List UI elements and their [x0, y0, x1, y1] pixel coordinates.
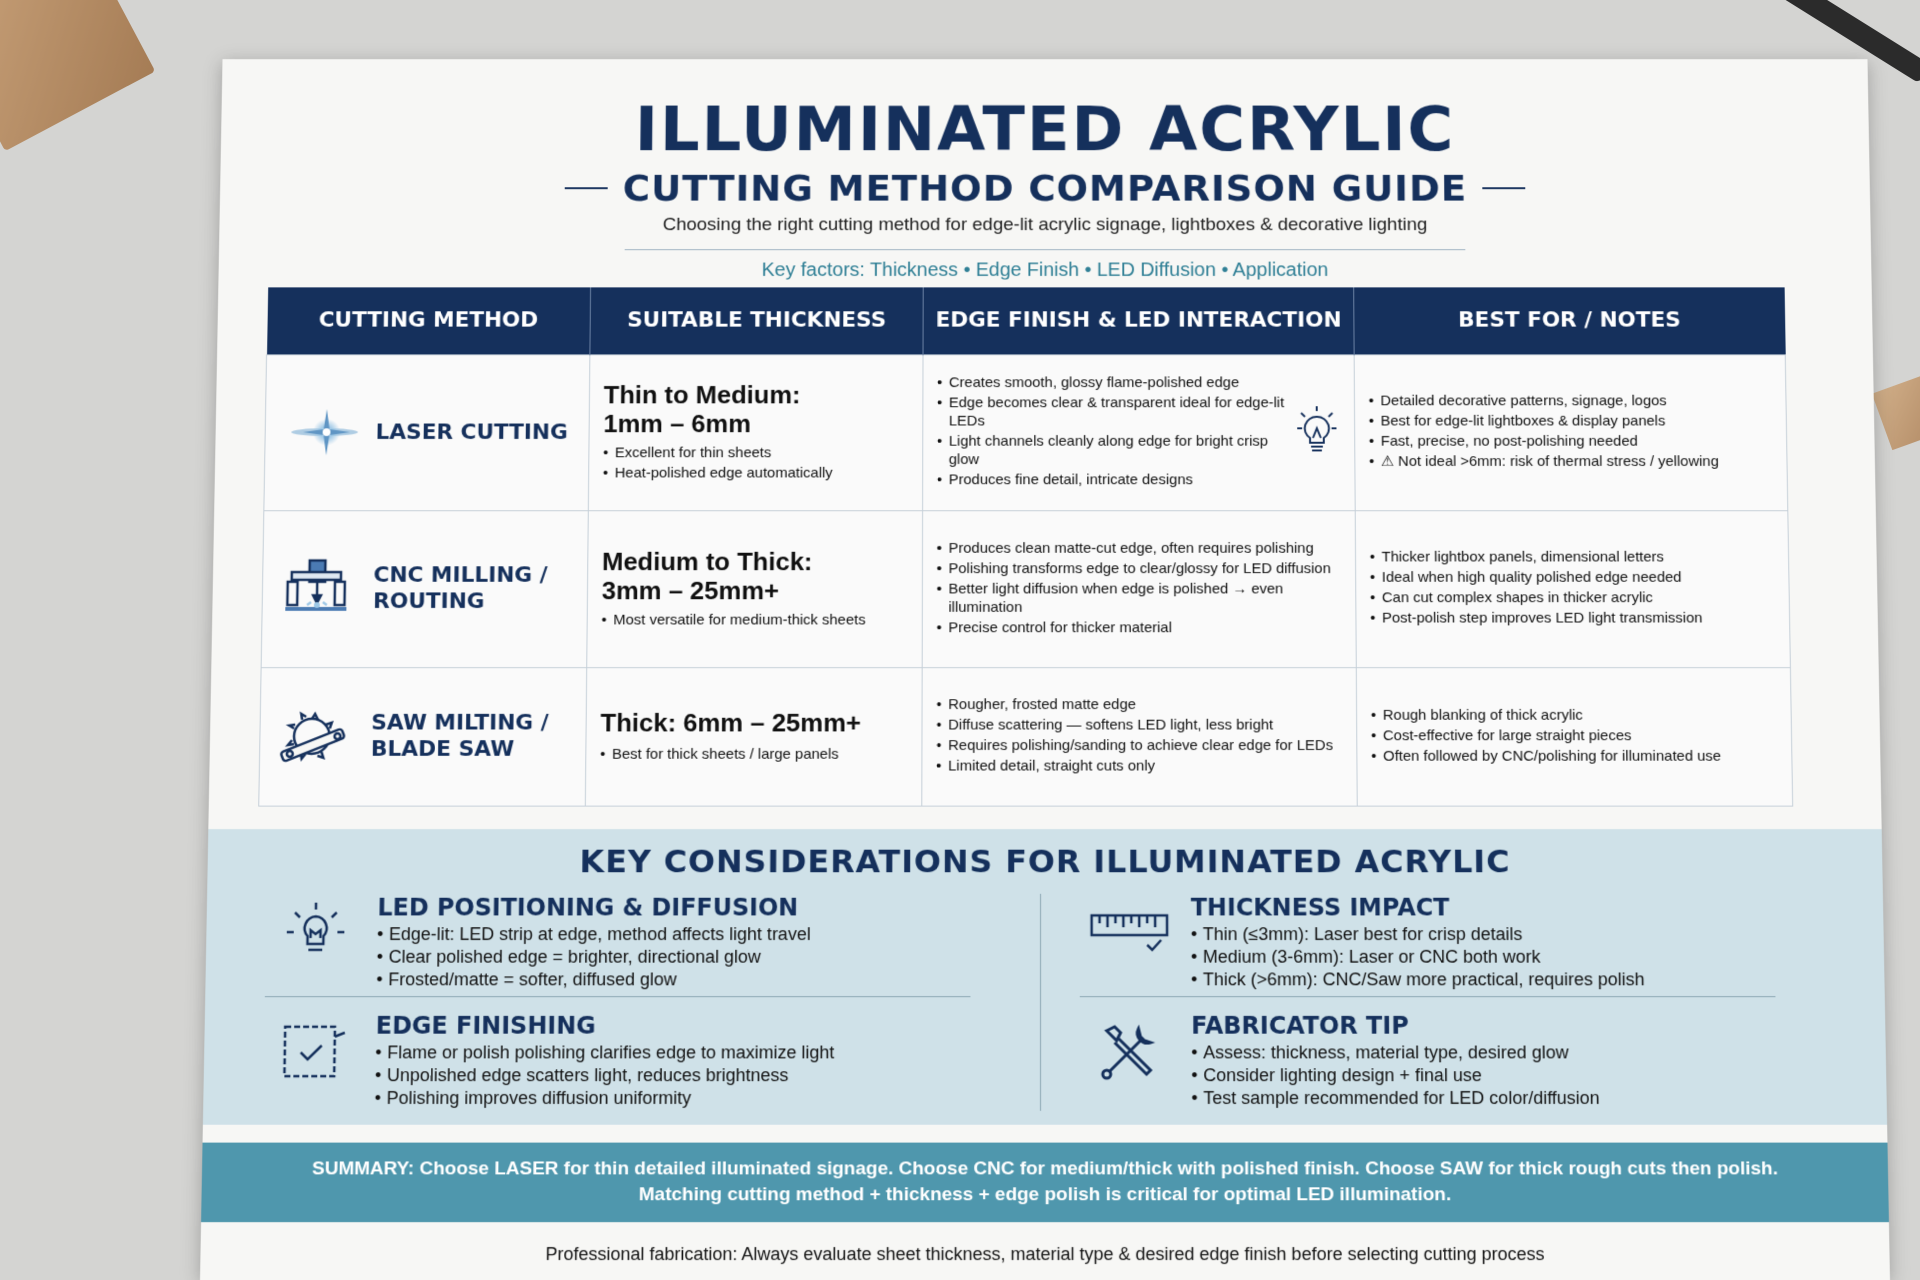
col-header-notes: BEST FOR / NOTES	[1354, 287, 1786, 354]
comparison-table	[258, 287, 1793, 806]
list-item: • Detailed decorative patterns, signage, logos	[1369, 392, 1772, 410]
list-item: • Rougher, frosted matte edge	[936, 695, 1342, 714]
table-header-row	[267, 287, 1786, 354]
list-item: • Requires polishing/sanding to achieve clear edge for LEDs	[936, 736, 1342, 755]
led-bulb-icon	[275, 894, 356, 973]
list-item: • Produces clean matte-cut edge, often requires polishing	[937, 539, 1342, 557]
list-item: • Creates smooth, glossy flame-polished edge	[937, 374, 1293, 392]
list-item: • Often followed by CNC/polishing for illuminated use	[1371, 747, 1778, 766]
notes-cell	[1355, 510, 1790, 667]
summary-banner	[200, 1143, 1890, 1223]
thickness-cell	[585, 667, 922, 805]
thickness-cell	[588, 354, 923, 510]
thickness-heading: THICKNESS IMPACT	[1190, 893, 1450, 922]
led-positioning-block	[275, 894, 811, 991]
list-item: • Thick (>6mm): CNC/Saw more practical, requires polish	[1191, 969, 1645, 992]
edge-heading: EDGE FINISHING	[375, 1011, 596, 1040]
list-item: • Most versatile for medium-thick sheets	[601, 610, 908, 628]
list-item: • Test sample recommended for LED color/diffusion	[1191, 1087, 1599, 1110]
list-item: • Precise control for thicker material	[937, 618, 1342, 636]
considerations-title: KEY CONSIDERATIONS FOR ILLUMINATED ACRYLIC	[579, 842, 1511, 881]
poster-sheet	[200, 59, 1890, 1280]
list-item: • Consider lighting design + final use	[1191, 1064, 1599, 1087]
poster-title: ILLUMINATED ACRYLIC	[634, 95, 1456, 166]
subtitle-dash-left	[564, 187, 607, 189]
col-header-edge: EDGE FINISH & LED INTERACTION	[923, 287, 1354, 354]
list-item: • Limited detail, straight cuts only	[936, 757, 1342, 776]
edge-finishing-block	[273, 1012, 835, 1110]
method-label-laser: LASER CUTTING	[375, 420, 568, 445]
list-item: • Edge-lit: LED strip at edge, method affects light travel	[377, 923, 811, 946]
list-item: • Light channels cleanly along edge for bright crisp glow	[937, 432, 1294, 469]
notes-cell	[1354, 354, 1788, 510]
cnc-machine-icon	[276, 555, 356, 623]
list-item: • Ideal when high quality polished edge needed	[1370, 568, 1775, 586]
list-item: • Unpolished edge scatters light, reduces brightness	[375, 1064, 834, 1087]
list-item: • Clear polished edge = brighter, directional glow	[377, 946, 811, 969]
list-item: • Medium (3-6mm): Laser or CNC both work	[1191, 946, 1645, 969]
method-cell	[261, 510, 588, 667]
list-item: • Diffuse scattering — softens LED light, less bright	[936, 716, 1342, 735]
edge-cell	[923, 354, 1356, 510]
list-item: • Can cut complex shapes in thicker acrylic	[1370, 589, 1775, 607]
laser-sparkle-icon	[279, 399, 359, 466]
list-item: • Rough blanking of thick acrylic	[1371, 706, 1777, 725]
edge-cell	[922, 667, 1357, 805]
method-cell	[259, 667, 587, 805]
method-label-line-1: CNC MILLING /	[373, 563, 548, 588]
list-item: • Fast, precise, no post-polishing needed	[1369, 432, 1773, 450]
divider	[265, 996, 971, 997]
subtitle-row	[220, 167, 1870, 209]
polished-edge-icon	[273, 1012, 354, 1091]
list-item: • Polishing transforms edge to clear/glossy for LED diffusion	[937, 559, 1342, 577]
wrench-screwdriver-icon	[1090, 1012, 1170, 1091]
list-item: • Flame or polish polishing clarifies edge to maximize light	[375, 1042, 834, 1065]
lightbulb-icon	[1293, 403, 1340, 462]
thickness-range-title: Thin to Medium:	[603, 380, 801, 410]
thickness-range-title: Medium to Thick:	[601, 546, 813, 576]
poster-tagline: Choosing the right cutting method for edge-lit acrylic signage, lightboxes & decorative lighting	[662, 214, 1428, 235]
poster-subtitle: CUTTING METHOD COMPARISON GUIDE	[622, 167, 1468, 210]
col-header-thickness: SUITABLE THICKNESS	[590, 287, 923, 354]
list-item: • Post-polish step improves LED light transmission	[1370, 609, 1775, 627]
list-item: • Produces fine detail, intricate designs	[937, 471, 1294, 489]
method-label-saw	[371, 710, 549, 763]
poster-header	[218, 59, 1871, 281]
subtitle-dash-right	[1483, 187, 1526, 189]
thickness-range-value: 3mm – 25mm+	[601, 575, 780, 605]
list-item: • Thin (≤3mm): Laser best for crisp details	[1191, 923, 1644, 946]
divider	[1080, 996, 1776, 997]
list-item: • Best for edge-lit lightboxes & display panels	[1369, 412, 1773, 430]
method-label-line-1: SAW MILTING /	[371, 710, 549, 736]
col-header-method: CUTTING METHOD	[267, 287, 591, 354]
notes-cell	[1356, 667, 1792, 805]
list-item: • Better light diffusion when edge is polished → even illumination	[937, 579, 1342, 616]
thickness-range-value: 1mm – 6mm	[603, 409, 752, 438]
tip-heading: FABRICATOR TIP	[1191, 1011, 1409, 1040]
divider	[1040, 894, 1041, 1111]
table-row	[261, 510, 1790, 667]
header-divider	[625, 249, 1466, 250]
desk-wood-block-right	[1872, 370, 1920, 450]
thickness-range-title: Thick: 6mm – 25mm+	[600, 707, 862, 737]
fabricator-tip-block	[1090, 1012, 1600, 1110]
table-row	[264, 354, 1788, 510]
footer-note: Professional fabrication: Always evaluate sheet thickness, material type & desired edge finish before selecting cutting process	[545, 1244, 1545, 1265]
summary-line-1: SUMMARY: Choose LASER for thin detailed illuminated signage. Choose CNC for medium/thick with polished finish. Choose SAW for thick rough cuts then polish.	[311, 1158, 1779, 1180]
method-label-line-2: BLADE SAW	[370, 737, 515, 762]
list-item: • Edge becomes clear & transparent ideal for edge-lit LEDs	[937, 394, 1293, 431]
thickness-impact-block	[1090, 894, 1645, 991]
led-heading: LED POSITIONING & DIFFUSION	[377, 893, 799, 922]
list-item: • Cost-effective for large straight pieces	[1371, 726, 1777, 745]
list-item: • Thicker lightbox panels, dimensional letters	[1370, 548, 1775, 566]
edge-cell	[922, 510, 1356, 667]
key-factors: Key factors: Thickness • Edge Finish • LED Diffusion • Application	[761, 259, 1329, 281]
considerations-grid	[243, 894, 1847, 1121]
list-item: • Excellent for thin sheets	[603, 444, 909, 462]
method-label-cnc	[373, 562, 548, 614]
list-item: • Polishing improves diffusion uniformity	[375, 1087, 835, 1110]
thickness-cell	[587, 510, 923, 667]
saw-blade-icon	[274, 702, 354, 770]
table-row	[259, 667, 1793, 805]
list-item-warning: • ⚠ Not ideal >6mm: risk of thermal stress / yellowing	[1369, 452, 1773, 470]
ruler-icon	[1090, 894, 1170, 973]
desk-wood-block	[0, 0, 155, 151]
key-considerations-section	[203, 829, 1887, 1125]
list-item: • Heat-polished edge automatically	[603, 464, 909, 482]
summary-line-2: Matching cutting method + thickness + edge polish is critical for optimal LED illumination.	[638, 1184, 1452, 1206]
list-item: • Frosted/matte = softer, diffused glow	[376, 969, 810, 992]
method-label-line-2: ROUTING	[372, 589, 485, 614]
list-item: • Best for thick sheets / large panels	[600, 745, 908, 764]
list-item: • Assess: thickness, material type, desired glow	[1191, 1042, 1599, 1065]
method-cell	[264, 354, 590, 510]
